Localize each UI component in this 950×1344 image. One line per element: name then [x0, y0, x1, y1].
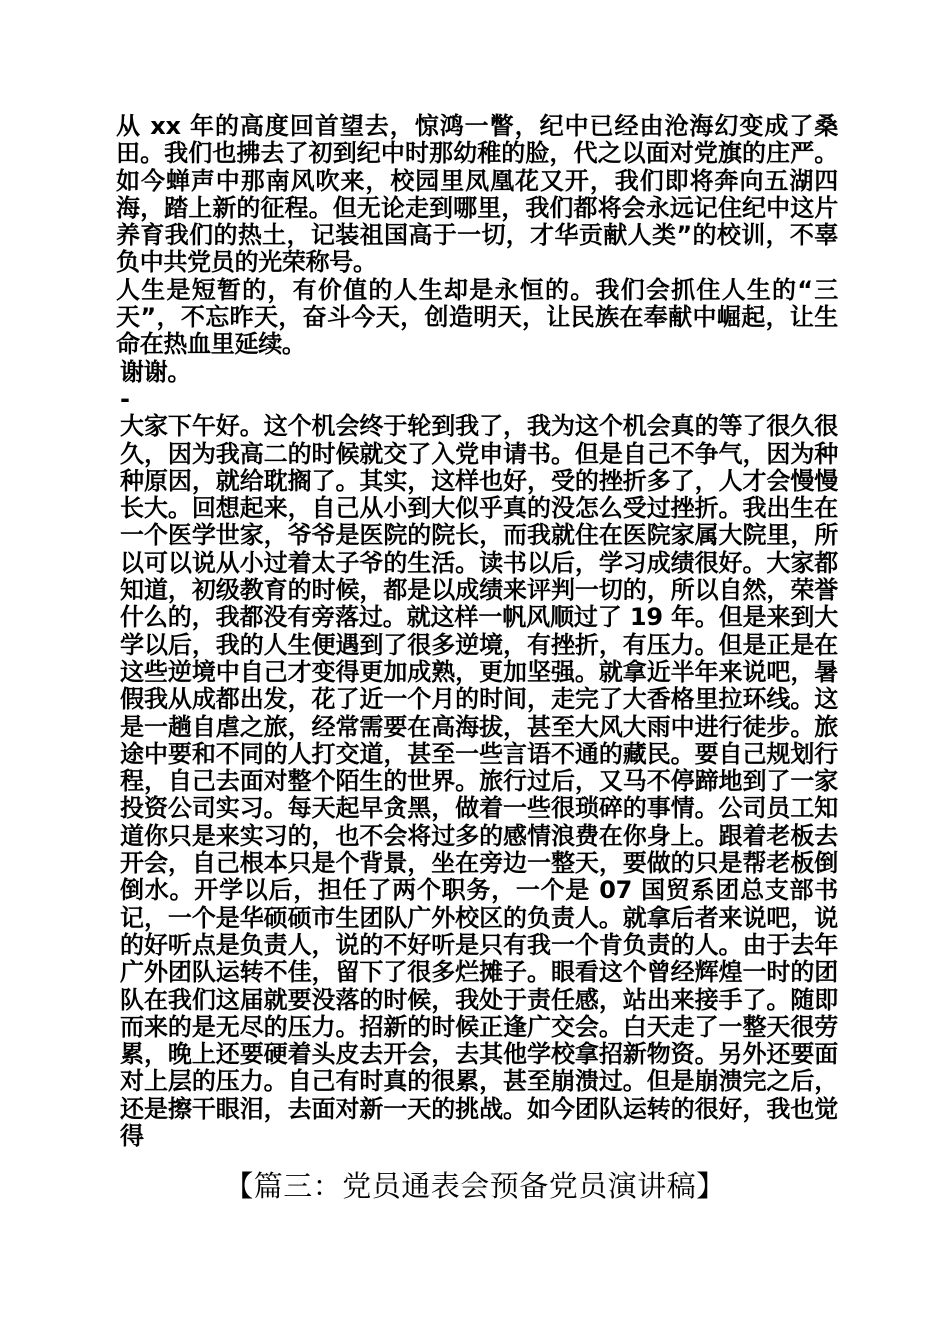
paragraph-2: 人生是短暂的，有价值的人生却是永恒的。我们会抓住人生的“三天”，不忘昨天，奋斗今天，创造明天，让民族在奉献中崛起，让生命在热血里延续。: [116, 275, 838, 359]
paragraph-speech-2: 大家下午好。这个机会终于轮到我了，我为这个机会真的等了很久很久，因为我高二的时候就交了入党申请书。但是自己不争气，因为种种原因，就给耽搁了。其实，这样也好，受的挫折多了，人才会慢慢长大。回想起来，自己从小到大似乎真的没怎么受过挫折。我出生在一个医学世家，爷爷是医院的院长，而我就住在医院家属大院里，所以可以说从小过着太子爷的生活。读书以后，学习成绩很好。大家都知道，初级教育的时候，都是以成绩来评判一切的，所以自然，荣誉什么的，我都没有旁落过。就这样一帆风顺过了 19 年。但是来到大学以后，我的人生便遇到了很多逆境，有挫折，有压力。但是正是在这些逆境中自己才变得更加成熟，更加坚强。就拿近半年来说吧，暑假我从成都出发，花了近一个月的时间，走完了大香格里拉环线。这是一趟自虐之旅，经常需要在高海拔，甚至大风大雨中进行徒步。旅途中要和不同的人打交道，甚至一些言语不通的藏民。要自己规划行程，自己去面对整个陌生的世界。旅行过后，又马不停蹄地到了一家投资公司实习。每天起早贪黑，做着一些很琐碎的事情。公司员工知道你只是来实习的，也不会将过多的感情浪费在你身上。跟着老板去开会，自己根本只是个背景，坐在旁边一整天，要做的只是帮老板倒倒水。开学以后，担任了两个职务，一个是 07 国贸系团总支部书记，一个是华硕硕市生团队广外校区的负责人。就拿后者来说吧，说的好听点是负责人，说的不好听是只有我一个肯负责的人。由于去年广外团队运转不佳，留下了很多烂摊子。眼看这个曾经辉煌一时的团队在我们这届就要没落的时候，我处于责任感，站出来接手了。随即而来的是无尽的压力。招新的时候正逢广交会。白天走了一整天很劳累，晚上还要硬着头皮去开会，去其他学校拿招新物资。另外还要面对上层的压力。自己有时真的很累，甚至崩溃过。但是崩溃完之后，还是擦干眼泪，去面对新一天的挑战。如今团队运转的很好，我也觉得: [120, 412, 838, 1150]
section-heading: 【篇三：党员通表会预备党员演讲稿】: [224, 1169, 726, 1203]
separator-dash: -: [120, 384, 130, 413]
paragraph-1: 从 xx 年的高度回首望去，惊鸿一瞥，纪中已经由沧海幻变成了桑田。我们也拂去了初到纪中时那幼稚的脸，代之以面对党旗的庄严。如今蝉声中那南风吹来，校园里凤凰花又开，我们即将奔向五湖四海，踏上新的征程。但无论走到哪里，我们都将会永远记住纪中这片养育我们的热土，记装祖国高于一切，才华贡献人类”的校训，不辜负中共党员的光荣称号。: [116, 112, 838, 277]
document-body: [116, 113, 838, 1150]
paragraph-thanks: 谢谢。: [120, 357, 192, 386]
